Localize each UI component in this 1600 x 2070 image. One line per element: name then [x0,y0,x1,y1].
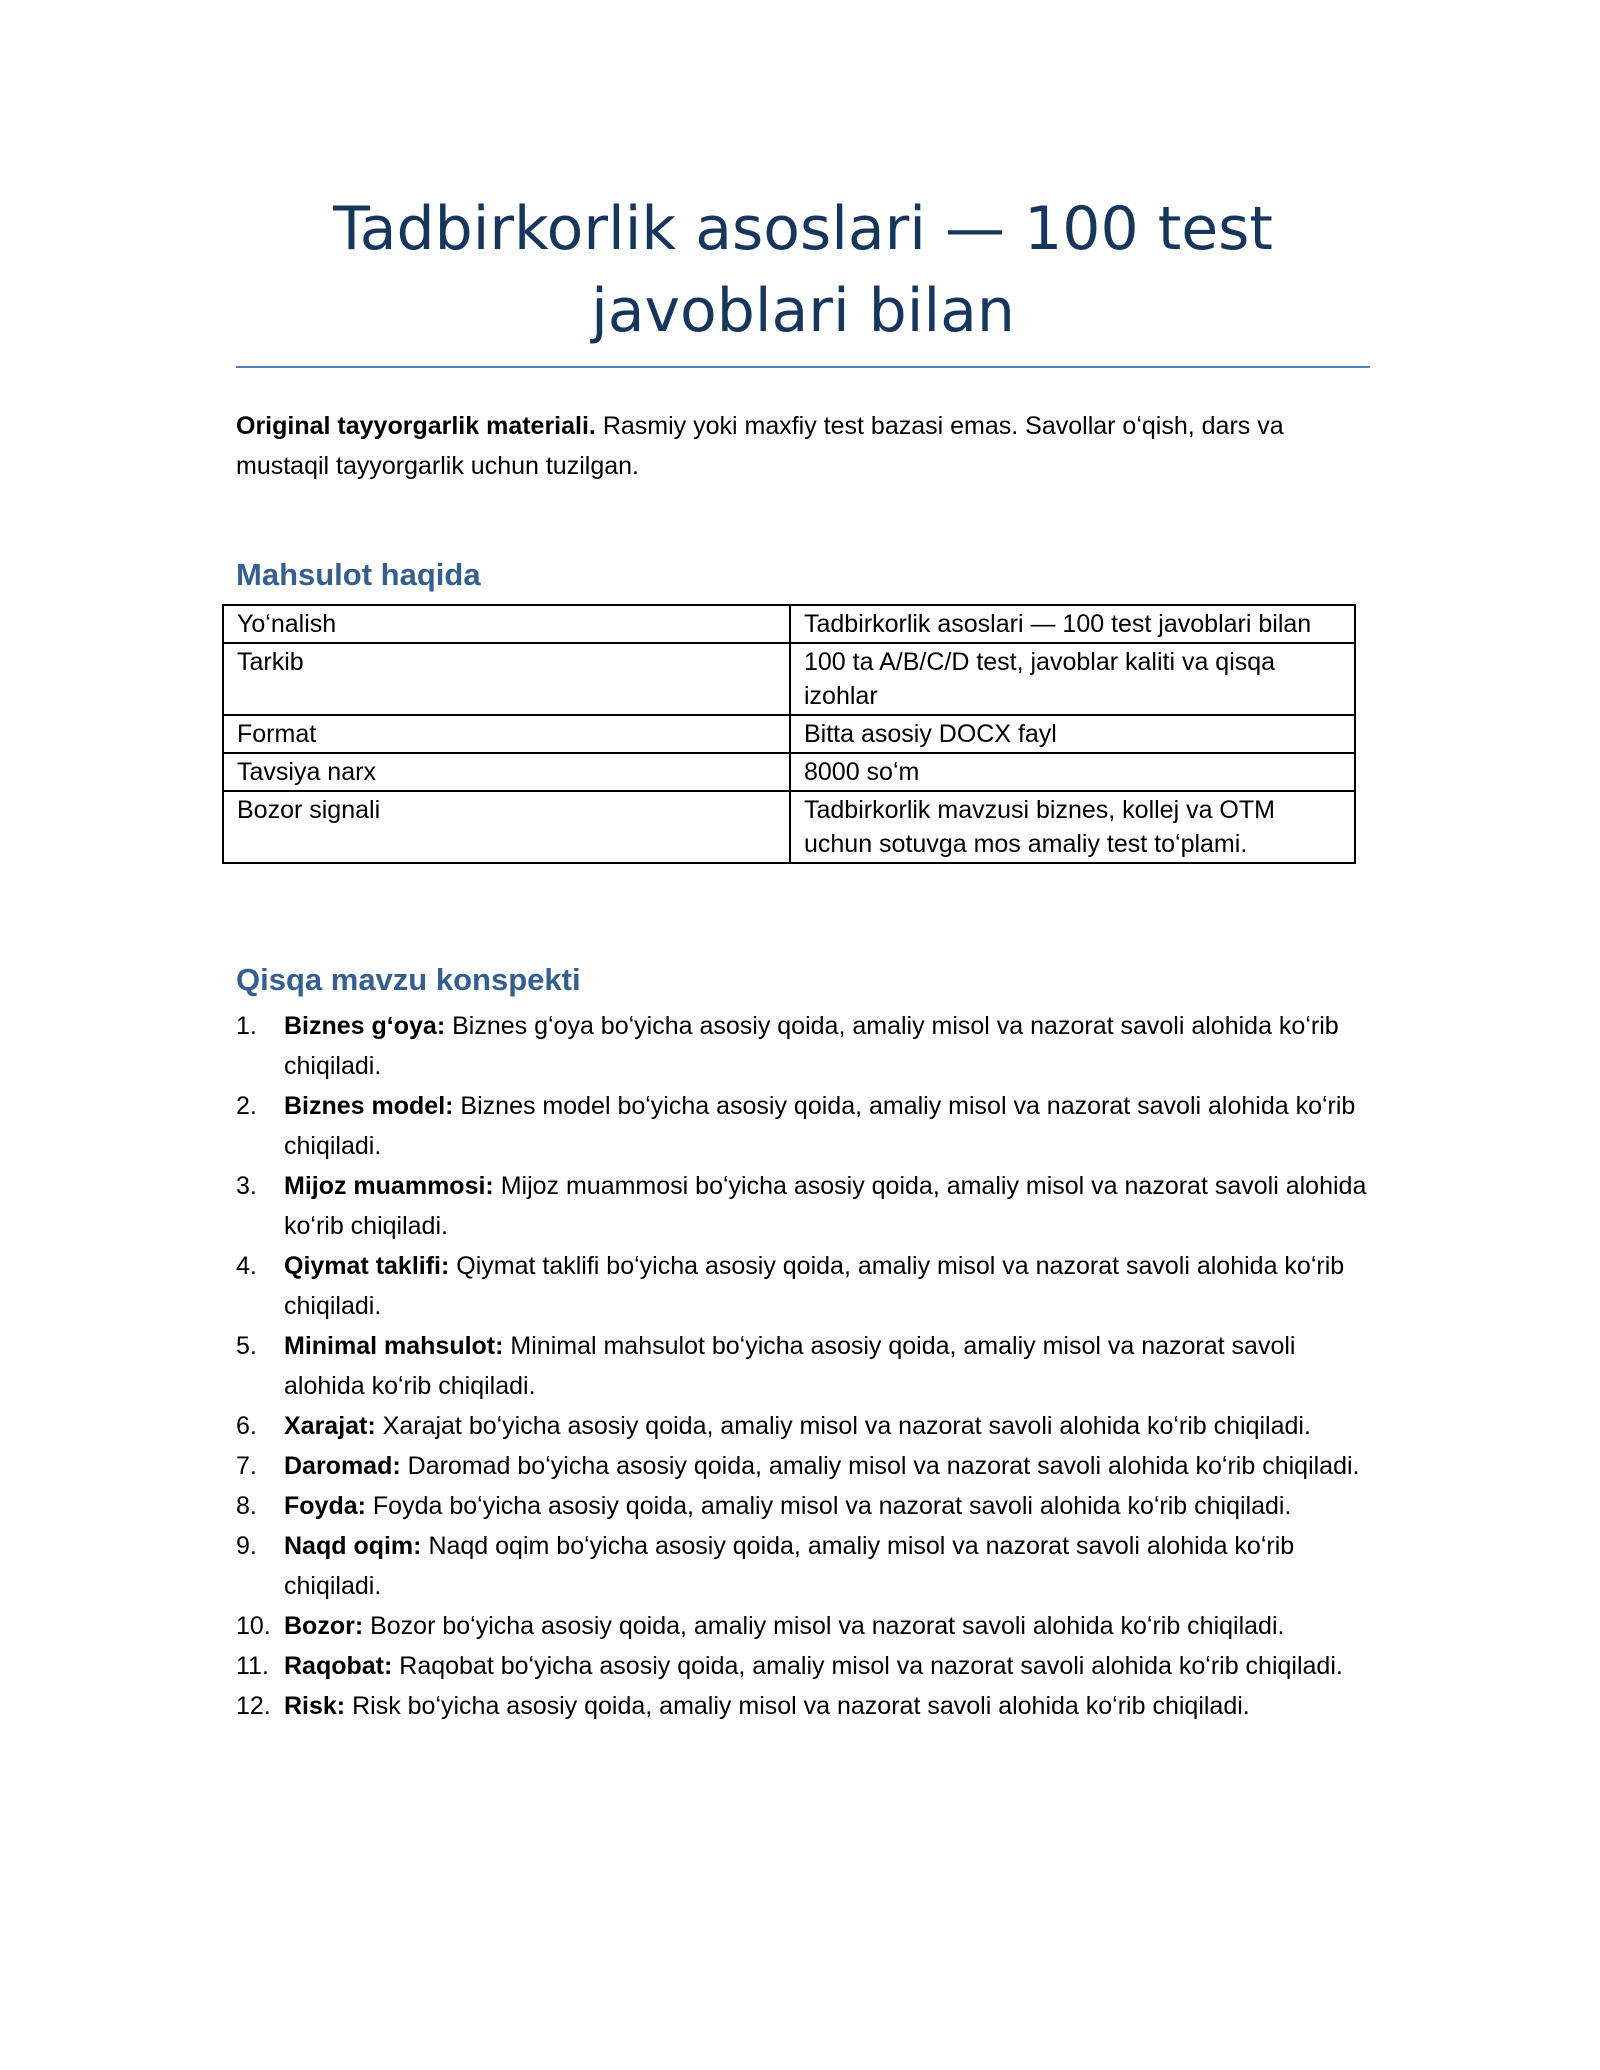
list-item-term: Qiymat taklifi: [284,1252,450,1280]
list-item-term: Xarajat: [284,1412,376,1440]
table-key-cell: Tarkib [223,643,790,715]
list-item [236,1646,1376,1686]
list-item [236,1326,1376,1406]
summary-heading: Qisqa mavzu konspekti [236,962,581,997]
list-item-text: Biznes gʻoya boʻyicha asosiy qoida, amaliy misol va nazorat savoli alohida koʻrib chiqiladi. [284,1012,1339,1080]
list-item-number: 11. [236,1652,269,1680]
list-item [236,1526,1376,1606]
intro-bold-lead: Original tayyorgarlik materiali. [236,412,596,440]
list-item-number: 7. [236,1452,257,1480]
list-item-term: Biznes model: [284,1092,454,1120]
table-value-cell: 100 ta A/B/C/D test, javoblar kaliti va qisqa izohlar [790,643,1355,715]
table-row [223,605,1355,643]
table-value-cell: 8000 soʻm [790,753,1355,791]
table-key-cell: Format [223,715,790,753]
list-item [236,1486,1376,1526]
table-value-cell: Tadbirkorlik asoslari — 100 test javoblari bilan [790,605,1355,643]
intro-text: Rasmiy yoki maxfiy test bazasi emas. Savollar oʻqish, dars va mustaqil tayyorgarlik uchun tuzilgan. [236,412,1284,480]
document-title-line-2: javoblari bilan [591,276,1015,346]
list-item [236,1006,1376,1086]
list-item [236,1086,1376,1166]
list-item-number: 2. [236,1092,257,1120]
list-item-text: Mijoz muammosi boʻyicha asosiy qoida, amaliy misol va nazorat savoli alohida koʻrib chiqiladi. [284,1172,1367,1240]
list-item-term: Risk: [284,1692,346,1720]
list-item-term: Naqd oqim: [284,1532,422,1560]
list-item [236,1446,1376,1486]
table-value-cell: Bitta asosiy DOCX fayl [790,715,1355,753]
topic-list [236,1006,1376,1726]
list-item [236,1246,1376,1326]
list-item-number: 1. [236,1012,257,1040]
table-key-cell: Tavsiya narx [223,753,790,791]
list-item-number: 10. [236,1612,271,1640]
list-item-text: Xarajat boʻyicha asosiy qoida, amaliy misol va nazorat savoli alohida koʻrib chiqiladi. [375,1412,1311,1440]
table-value-cell: Tadbirkorlik mavzusi biznes, kollej va OTM uchun sotuvga mos amaliy test toʻplami. [790,791,1355,863]
table-row [223,643,1355,715]
table-row [223,715,1355,753]
list-item-text: Foyda boʻyicha asosiy qoida, amaliy misol va nazorat savoli alohida koʻrib chiqiladi. [365,1492,1292,1520]
list-item-term: Biznes gʻoya: [284,1012,446,1040]
table-key-cell: Bozor signali [223,791,790,863]
list-item-text: Biznes model boʻyicha asosiy qoida, amaliy misol va nazorat savoli alohida koʻrib chiqiladi. [284,1092,1356,1160]
list-item-term: Daromad: [284,1452,401,1480]
list-item-term: Minimal mahsulot: [284,1332,504,1360]
list-item-number: 9. [236,1532,257,1560]
table-row [223,791,1355,863]
list-item-number: 6. [236,1412,257,1440]
list-item-text: Risk boʻyicha asosiy qoida, amaliy misol va nazorat savoli alohida koʻrib chiqiladi. [345,1692,1250,1720]
list-item-text: Bozor boʻyicha asosiy qoida, amaliy misol va nazorat savoli alohida koʻrib chiqiladi. [363,1612,1285,1640]
document-title-line-1: Tadbirkorlik asoslari — 100 test [333,194,1273,264]
table-row [223,753,1355,791]
list-item [236,1166,1376,1246]
list-item [236,1406,1376,1446]
list-item-number: 5. [236,1332,257,1360]
list-item [236,1686,1376,1726]
product-heading: Mahsulot haqida [236,557,481,592]
list-item-number: 3. [236,1172,257,1200]
list-item-text: Minimal mahsulot boʻyicha asosiy qoida, amaliy misol va nazorat savoli alohida koʻrib chiqiladi. [284,1332,1296,1400]
list-item-term: Bozor: [284,1612,364,1640]
list-item-text: Qiymat taklifi boʻyicha asosiy qoida, amaliy misol va nazorat savoli alohida koʻrib chiqiladi. [284,1252,1345,1320]
list-item-term: Mijoz muammosi: [284,1172,494,1200]
list-item-term: Foyda: [284,1492,366,1520]
list-item [236,1606,1376,1646]
list-item-number: 8. [236,1492,257,1520]
title-underline [236,366,1370,368]
list-item-term: Raqobat: [284,1652,393,1680]
intro-paragraph [236,406,1356,486]
product-info-table [222,604,1356,864]
list-item-text: Naqd oqim boʻyicha asosiy qoida, amaliy misol va nazorat savoli alohida koʻrib chiqiladi. [284,1532,1295,1600]
list-item-text: Daromad boʻyicha asosiy qoida, amaliy misol va nazorat savoli alohida koʻrib chiqiladi. [400,1452,1360,1480]
list-item-number: 4. [236,1252,257,1280]
table-key-cell: Yoʻnalish [223,605,790,643]
document-title [236,188,1370,352]
list-item-text: Raqobat boʻyicha asosiy qoida, amaliy misol va nazorat savoli alohida koʻrib chiqiladi. [392,1652,1343,1680]
list-item-number: 12. [236,1692,271,1720]
